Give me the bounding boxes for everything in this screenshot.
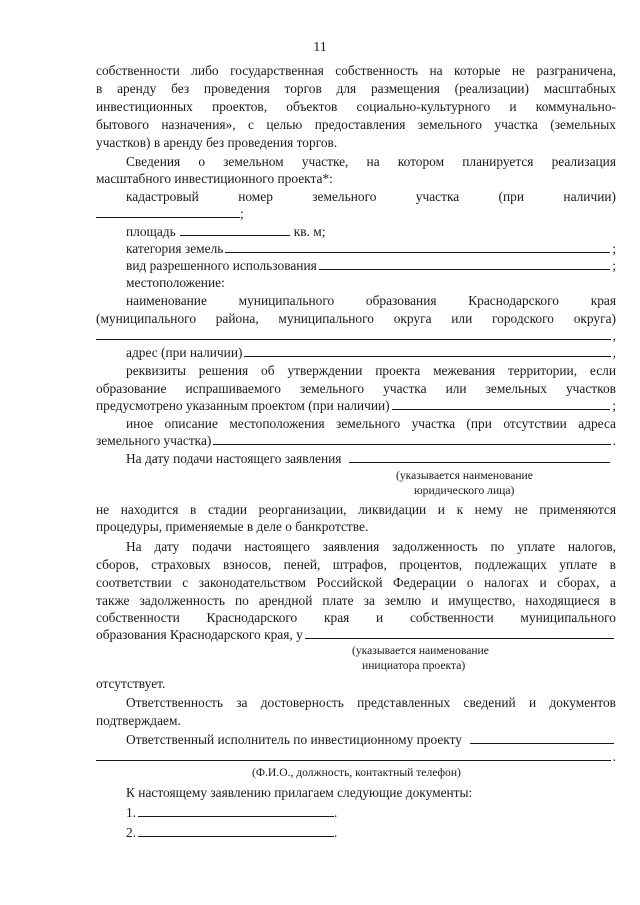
executor-field-row: . — [96, 748, 616, 765]
text-line: масштабного инвестиционного проекта*: — [96, 171, 333, 186]
usage-input[interactable] — [319, 257, 610, 270]
other-description-row: земельного участка) . — [96, 433, 616, 448]
text-line: реквизиты решения об утверждении проекта межевания территории, если — [126, 363, 616, 378]
requisites-input[interactable] — [392, 397, 611, 410]
text-line: собственности Краснодарского края и собственности муниципального — [96, 610, 616, 625]
text-line: иное описание местоположения земельного участка (при отсутствии адреса — [126, 416, 616, 431]
cadastral-input[interactable] — [96, 205, 240, 218]
legal-entity-input[interactable] — [349, 450, 610, 463]
note-legal: (указывается наименование — [396, 469, 533, 482]
address-label: адрес (при наличии) — [126, 345, 243, 360]
usage-label: вид разрешенного использования — [126, 258, 317, 273]
address-input[interactable] — [244, 344, 610, 357]
text-line: образование испрашиваемого земельного участка или земельных участков — [96, 381, 616, 396]
note-legal: юридического лица) — [414, 484, 515, 497]
executor-row — [126, 731, 616, 748]
attachment-item: 2. . — [126, 825, 338, 840]
text-line: в аренду без проведения торгов для размещения (реализации) масштабных — [96, 81, 616, 96]
text-line: наименование муниципального образования Краснодарского края — [126, 293, 616, 308]
text-line: На дату подачи настоящего заявления задолженность по уплате налогов, — [126, 539, 616, 554]
area-input[interactable] — [180, 223, 290, 236]
area-unit: кв. м; — [293, 224, 326, 239]
text-line: (муниципального района, муниципального округа или городского округа) — [96, 311, 616, 326]
text-line: Сведения о земельном участке, на котором планируется реализация — [126, 154, 616, 169]
text-line: участков) в аренду без проведения торгов. — [96, 135, 338, 150]
requisites-label: предусмотрено указанным проектом (при наличии) — [96, 398, 390, 413]
text-line: подтверждаем. — [96, 713, 181, 728]
text-line: не находится в стадии реорганизации, ликвидации и к нему не применяются — [96, 502, 616, 517]
requisites-row: предусмотрено указанным проектом (при наличии) ; — [96, 398, 616, 413]
attachment-input[interactable] — [138, 824, 334, 837]
attachment-item: 1. . — [126, 805, 338, 820]
cadastral-label: кадастровый номер земельного участка (при наличии) — [126, 189, 616, 204]
category-input[interactable] — [225, 240, 610, 253]
executor-input[interactable] — [470, 731, 614, 744]
area-label: площадь — [126, 224, 176, 239]
note-fio: (Ф.И.О., должность, контактный телефон) — [252, 766, 461, 779]
usage-row: вид разрешенного использования ; — [126, 258, 616, 273]
page-number: 11 — [313, 40, 327, 55]
note-initiator: инициатора проекта) — [362, 659, 466, 672]
category-row: категория земель ; — [126, 241, 616, 256]
attachment-item-number: 2. — [126, 825, 137, 840]
municipality-input[interactable] — [96, 327, 611, 340]
other-description-input[interactable] — [213, 432, 610, 445]
text-line: процедуры, применяемые в деле о банкротстве. — [96, 519, 369, 534]
text-line: инвестиционных проектов, объектов социально-культурного и коммунально- — [96, 99, 616, 114]
text-line: сборов, страховых взносов, пеней, штрафов, процентов, подлежащих уплате в — [96, 557, 616, 572]
text-line: отсутствует. — [96, 676, 166, 691]
initiator-row — [96, 626, 616, 643]
category-label: категория земель — [126, 241, 224, 256]
address-row: адрес (при наличии) , — [126, 345, 616, 360]
attachments-heading: К настоящему заявлению прилагаем следующие документы: — [126, 785, 473, 800]
area-row — [126, 223, 616, 240]
text-line: соответствии с законодательством Российской Федерации о налогах и сборах, а — [96, 575, 616, 590]
location-label: местоположение: — [126, 275, 225, 290]
executor-label: Ответственный исполнитель по инвестиционному проекту — [126, 732, 462, 747]
date-row — [126, 450, 612, 467]
note-initiator: (указывается наименование — [352, 644, 489, 657]
initiator-input[interactable] — [305, 626, 614, 639]
municipality-field-row: , — [96, 327, 616, 344]
cadastral-field-row: ; — [96, 205, 616, 222]
text-line: бытового назначения», с целью предоставления земельного участка (земельных — [96, 117, 616, 132]
date-label: На дату подачи настоящего заявления — [126, 451, 342, 466]
executor-details-input[interactable] — [96, 748, 611, 761]
initiator-label: образования Краснодарского края, у — [96, 627, 303, 642]
attachment-input[interactable] — [138, 804, 334, 817]
text-line: собственности либо государственная собственность на которые не разграничена, — [96, 63, 616, 78]
attachment-item-number: 1. — [126, 805, 137, 820]
text-line: Ответственность за достоверность представленных сведений и документов — [126, 695, 616, 710]
other-description-label: земельного участка) — [96, 433, 212, 448]
text-line: также задолженность по арендной плате за землю и имущество, находящиеся в — [96, 593, 616, 608]
